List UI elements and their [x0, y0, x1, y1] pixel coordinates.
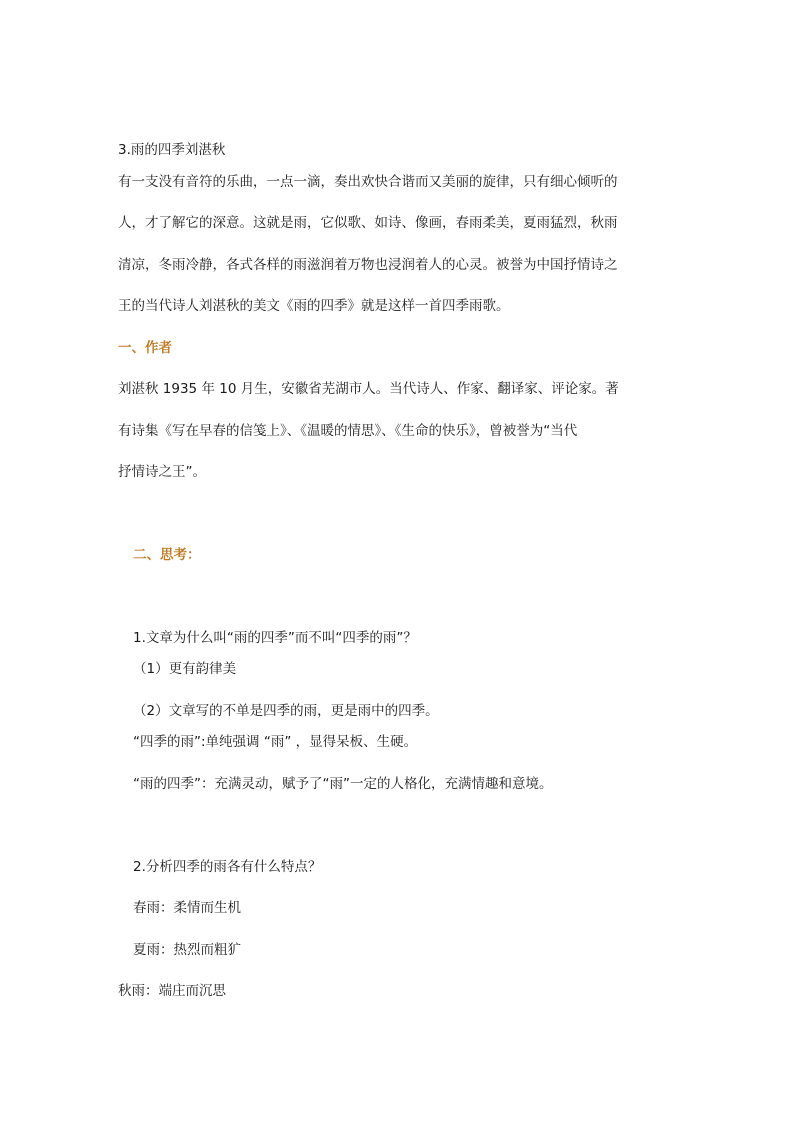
intro-line-1: 有一支没有音符的乐曲，一点一滴，奏出欢快合谐而又美丽的旋律，只有细心倾听的: [118, 174, 618, 190]
q2-answer-3: 秋雨：端庄而沉思: [118, 983, 226, 999]
author-line-1: 刘湛秋 1935 年 10 月生，安徽省芜湖市人。当代诗人、作家、翻译家、评论家。著: [118, 381, 619, 397]
think-heading: 二、思考：: [133, 547, 201, 563]
author-line-3: 抒情诗之王”。: [118, 464, 206, 480]
question-2: 2.分析四季的雨各有什么特点？: [133, 859, 322, 875]
intro-line-4: 王的当代诗人刘湛秋的美文《雨的四季》就是这样一首四季雨歌。: [118, 298, 510, 314]
intro-line-3: 清凉，冬雨冷静，各式各样的雨滋润着万物也浸润着人的心灵。被誉为中国抒情诗之: [118, 257, 618, 273]
q1-answer-4: “雨的四季”：充满灵动，赋予了“雨”一定的人格化，充满情趣和意境。: [133, 776, 553, 792]
q1-answer-3: “四季的雨”:单纯强调 “雨” ，显得呆板、生硬。: [133, 734, 418, 750]
q1-answer-1: （1）更有韵律美: [133, 661, 237, 677]
q1-answer-2: （2）文章写的不单是四季的雨，更是雨中的四季。: [133, 703, 439, 719]
author-heading: 一、作者: [118, 340, 172, 356]
intro-line-2: 人，才了解它的深意。这就是雨，它似歌、如诗、像画，春雨柔美，夏雨猛烈，秋雨: [118, 215, 618, 231]
q2-answer-1: 春雨：柔情而生机: [133, 900, 241, 916]
q2-answer-2: 夏雨：热烈而粗犷: [133, 942, 241, 958]
author-line-2: 有诗集《写在早春的信笺上》、《温暖的情思》、《生命的快乐》，曾被誉为“当代: [118, 423, 578, 439]
document-title: 3.雨的四季刘湛秋: [118, 142, 226, 158]
question-1: 1.文章为什么叫“雨的四季”而不叫“四季的雨”？: [133, 630, 417, 646]
